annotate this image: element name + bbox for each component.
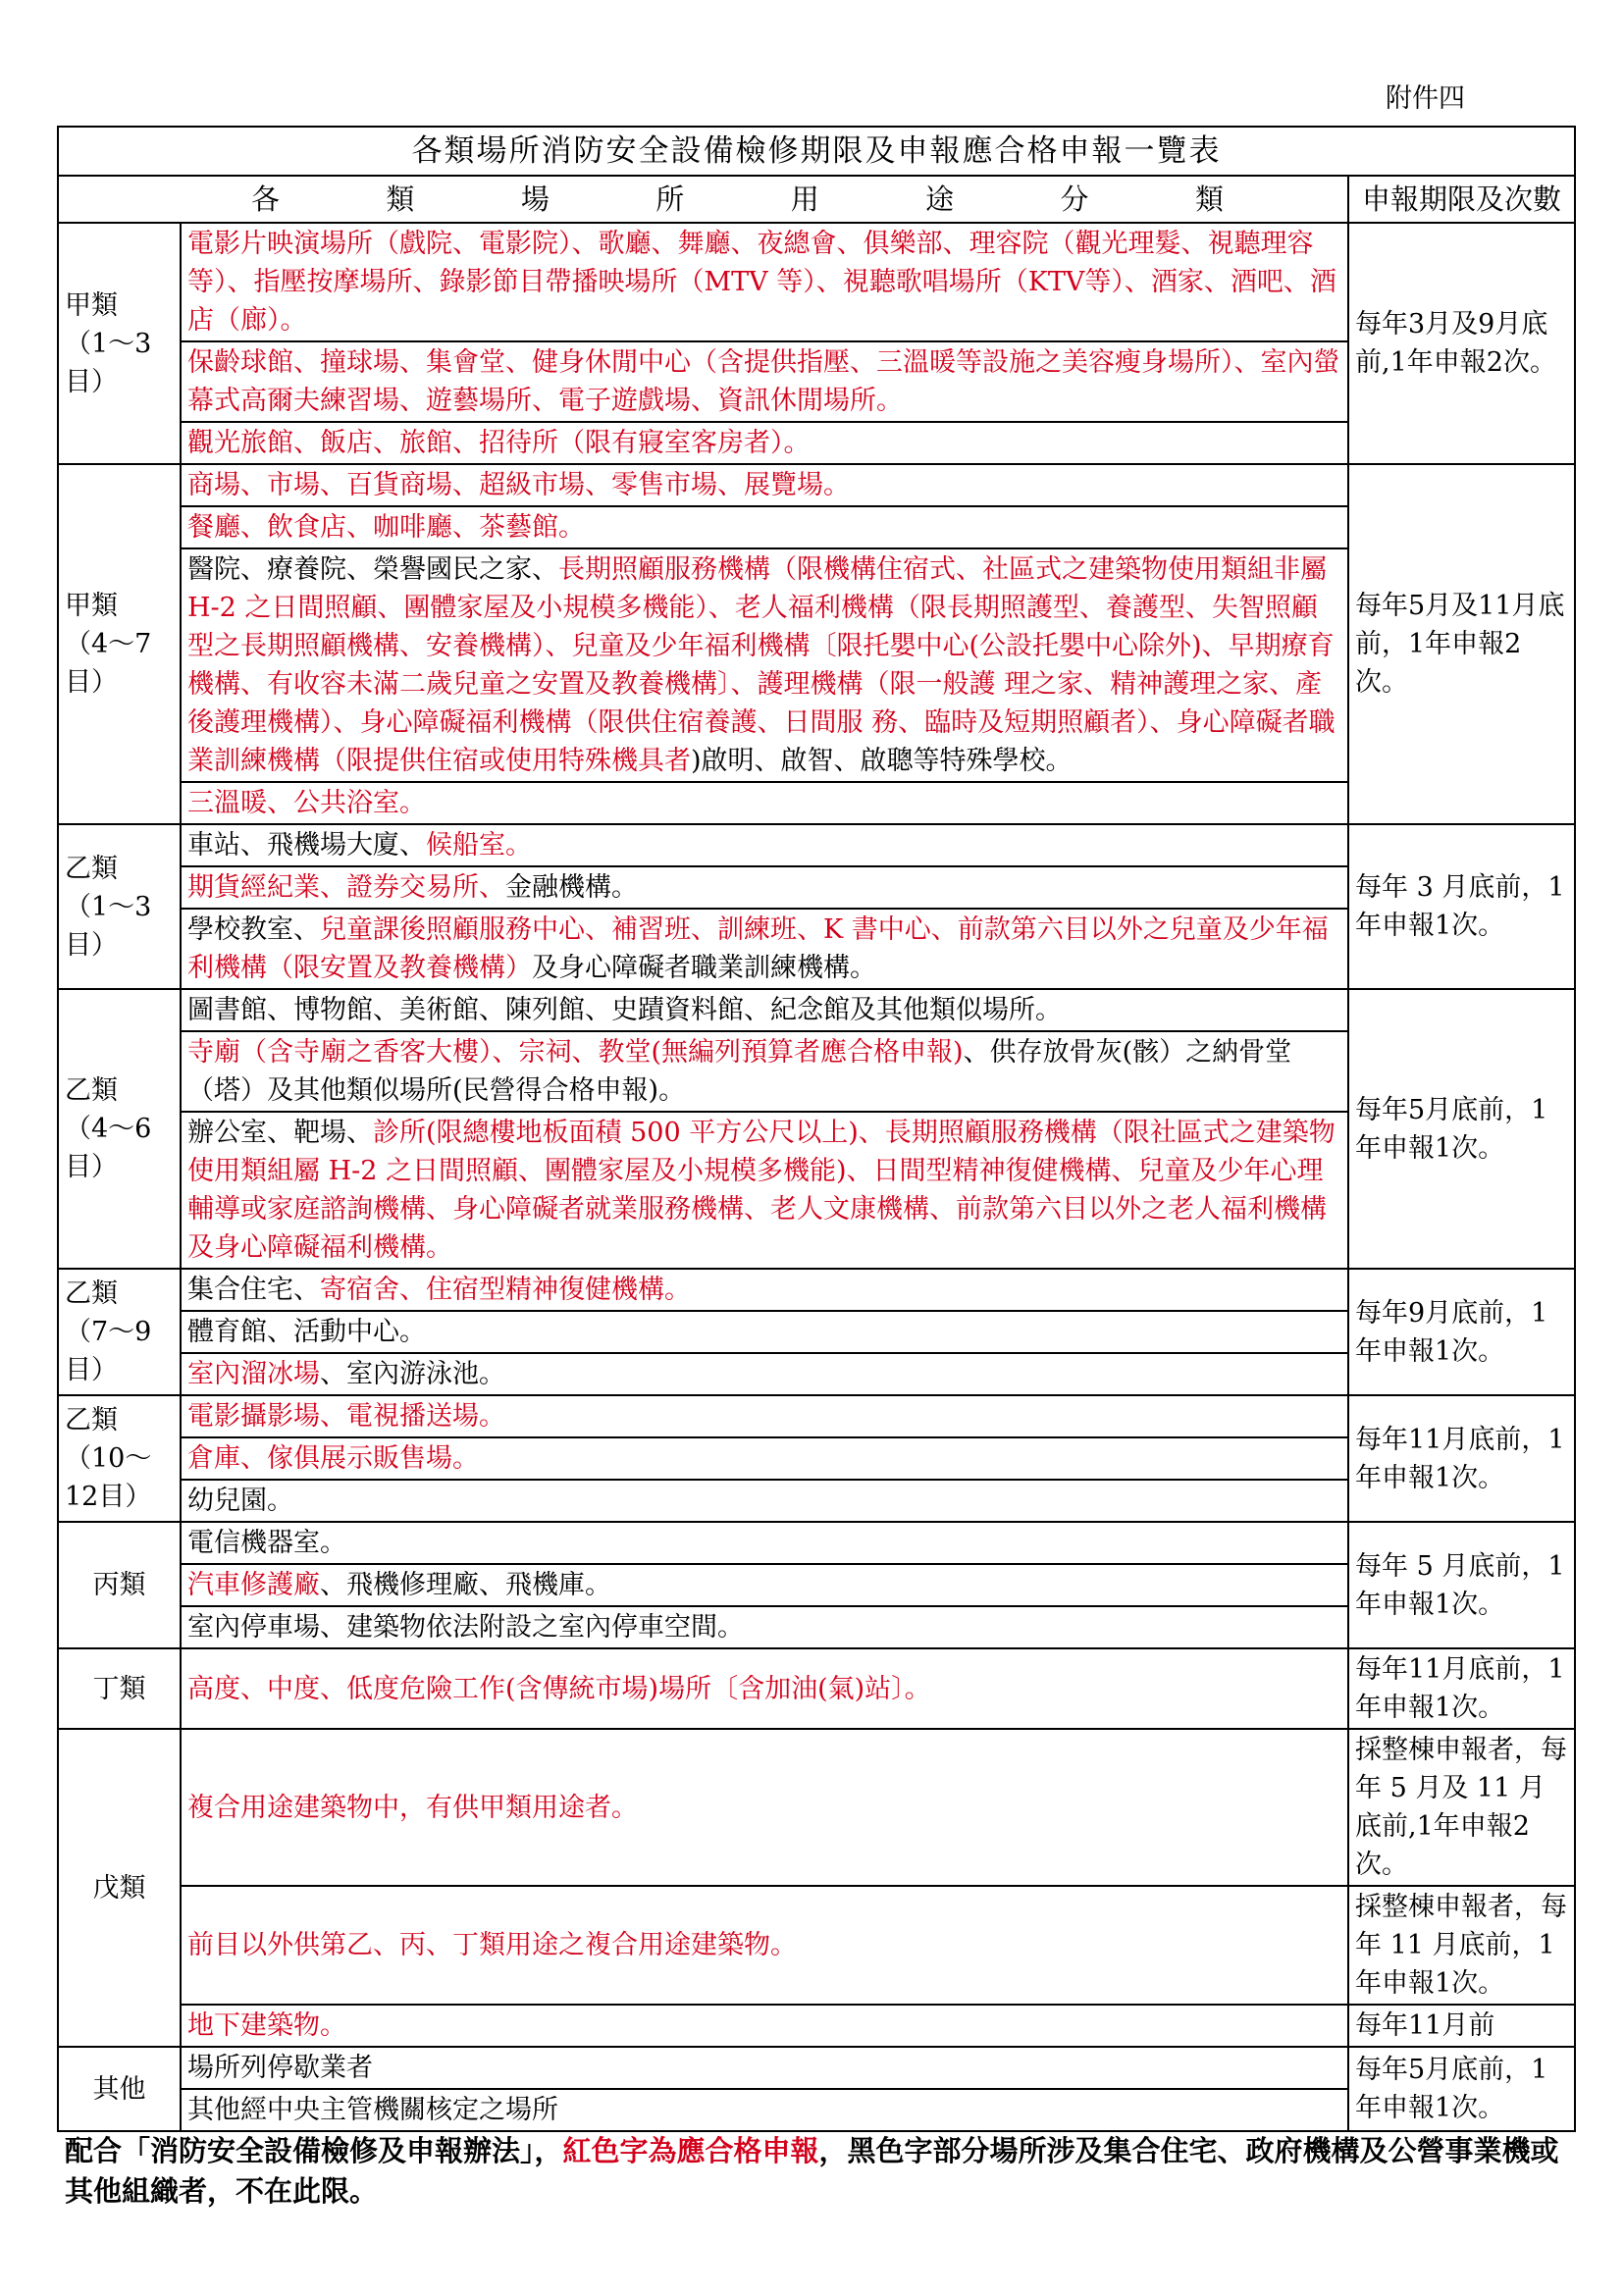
usage-cell [181,782,1348,824]
category-label-line: 12目） [65,1482,152,1512]
category-label [58,2047,181,2131]
usage-text-segment: 及身心障礙者職業訓練機構。 [532,953,876,983]
usage-cell [181,1648,1348,1729]
usage-text-segment: 電影片映演場所（戲院、電影院）、歌廳、舞廳、夜總會、俱樂部、理容院（觀光理髮、視聽理容等）、指壓按摩場所、錄影節目帶播映場所（MTV 等）、視聽歌唱場所（KTV等）、酒家、酒吧、酒店（廊）。 [187,229,1336,336]
usage-cell [181,548,1348,782]
category-header-char: 分 [1060,182,1089,216]
usage-cell [181,1311,1348,1353]
table-row [58,824,1575,866]
deadline-cell: 每年 5 月底前，1年申報1次。 [1348,1522,1575,1648]
usage-text-segment: 前目以外供第乙、丙、丁類用途之複合用途建築物。 [187,1930,797,1960]
table-row [58,548,1575,782]
usage-cell [181,506,1348,548]
usage-text-segment: 集合住宅、 [187,1275,320,1305]
usage-text-segment: 醫院、療養院、榮譽國民之家、 [187,554,558,585]
annex-label: 附件四 [1386,83,1465,114]
category-header-char: 各 [251,182,281,216]
deadline-cell: 每年 3 月底前，1年申報1次。 [1348,824,1575,989]
category-label-line: （4～7 [65,629,152,659]
category-label [58,464,181,824]
category-label [58,1522,181,1648]
category-label-line: 乙類 [65,1405,118,1435]
table-row [58,1729,1575,1886]
category-label-line: 目） [65,667,118,698]
usage-text-segment: 候船室。 [426,830,532,861]
usage-cell [181,909,1348,989]
deadline-cell: 每年11月底前，1年申報1次。 [1348,1648,1575,1729]
usage-text-segment: 、飛機修理廠、飛機庫。 [320,1570,611,1600]
table-row [58,1311,1575,1353]
category-label [58,223,181,464]
usage-text-segment: 、室內游泳池。 [320,1359,505,1389]
usage-cell [181,1729,1348,1886]
deadline-cell: 每年5月及11月底前，1年申報2次。 [1348,464,1575,824]
deadline-cell: 每年5月底前，1年申報1次。 [1348,989,1575,1269]
usage-text-segment: 室內溜冰場 [187,1359,320,1389]
category-label-line: （4～6 [65,1114,152,1144]
table-row [58,1437,1575,1480]
usage-text-segment: 餐廳、飲食店、咖啡廳、茶藝館。 [187,512,585,543]
category-header-char: 場 [520,182,550,216]
category-label [58,989,181,1269]
table-row [58,1480,1575,1522]
table-row [58,1606,1575,1648]
usage-cell [181,1031,1348,1112]
category-label-line: 乙類 [65,1075,118,1106]
table-row [58,2047,1575,2089]
usage-cell [181,1564,1348,1606]
table-row [58,1031,1575,1112]
usage-text-segment: 倉庫、傢俱展示販售場。 [187,1443,479,1474]
usage-cell [181,1395,1348,1437]
usage-cell [181,2047,1348,2089]
deadline-cell: 每年3月及9月底前,1年申報2次。 [1348,223,1575,464]
footer-part1: 配合「消防安全設備檢修及申報辦法」， [65,2134,563,2167]
table-row [58,1112,1575,1269]
footer-note [65,2131,1576,2212]
usage-text-segment: 場所列停歇業者 [187,2053,373,2083]
deadline-cell: 每年11月前 [1348,2005,1575,2047]
category-header-char: 類 [386,182,415,216]
table-row [58,1395,1575,1437]
usage-cell [181,422,1348,464]
table-row [58,909,1575,989]
usage-cell [181,1353,1348,1395]
usage-cell [181,1269,1348,1311]
table-row [58,1269,1575,1311]
usage-text-segment: 其他經中央主管機關核定之場所 [187,2095,558,2125]
deadline-cell: 每年11月底前，1年申報1次。 [1348,1395,1575,1522]
usage-text-segment: 金融機構。 [505,872,638,903]
footer-part2: 紅色字為應合格申報 [562,2134,819,2167]
category-label-line: （1～3 [65,891,152,922]
usage-cell [181,464,1348,506]
table-row [58,341,1575,422]
usage-text-segment: )啟明、啟智、啟聰等特殊學校。 [691,746,1073,776]
usage-text-segment: 兒童課後照顧服務中心、補習班、訓練班、K 書中心、前款第六目以外之兒童及少年福利機構（限安置及教養機構） [187,914,1329,983]
category-label-line: 目） [65,366,118,397]
usage-text-segment: 、供存放骨灰(骸）之納骨堂（塔）及其他類似場所(民營得合格申報)。 [187,1037,1292,1106]
deadline-cell: 採整棟申報者，每年 11 月底前，1年申報1次。 [1348,1886,1575,2005]
category-header-char: 所 [655,182,685,216]
table-title: 各類場所消防安全設備檢修期限及申報應合格申報一覽表 [58,127,1575,176]
usage-cell [181,989,1348,1031]
usage-cell [181,341,1348,422]
usage-text-segment: 汽車修護廠 [187,1570,320,1600]
deadline-cell: 每年5月底前，1年申報1次。 [1348,2047,1575,2131]
category-label-line: 目） [65,1152,118,1182]
table-row [58,1522,1575,1564]
usage-text-segment: 商場、市場、百貨商場、超級市場、零售市場、展覽場。 [187,470,850,500]
title-row [58,127,1575,176]
category-header-char: 用 [790,182,819,216]
usage-text-segment: 體育館、活動中心。 [187,1317,426,1347]
category-label-line: 乙類 [65,1278,118,1309]
deadline-cell: 採整棟申報者，每年 5 月及 11 月底前,1年申報2次。 [1348,1729,1575,1886]
usage-cell [181,1886,1348,2005]
usage-text-segment: 寄宿舍、住宿型精神復健機構。 [320,1275,691,1305]
category-label-line: 目） [65,1355,118,1385]
category-label [58,1269,181,1395]
usage-cell [181,223,1348,341]
category-label-line: （7～9 [65,1317,152,1347]
usage-cell [181,824,1348,866]
usage-cell [181,866,1348,909]
category-label-line: 目） [65,929,118,961]
usage-text-segment: 幼兒園。 [187,1486,293,1516]
usage-text-segment: 高度、中度、低度危險工作(含傳統市場)場所〔含加油(氣)站〕。 [187,1673,931,1704]
deadline-cell: 每年9月底前，1年申報1次。 [1348,1269,1575,1395]
category-label-line: 甲類 [65,591,118,621]
usage-text-segment: 電影攝影場、電視播送場。 [187,1401,505,1432]
category-label-line: （10～ [65,1443,152,1474]
usage-text-segment: 學校教室、 [187,914,320,945]
usage-cell [181,2089,1348,2131]
usage-text-segment: 電信機器室。 [187,1528,346,1558]
table-row [58,2089,1575,2131]
usage-text-segment: 室內停車場、建築物依法附設之室內停車空間。 [187,1612,744,1643]
table-row [58,506,1575,548]
usage-text-segment: 觀光旅館、飯店、旅館、招待所（限有寢室客房者）。 [187,428,811,458]
usage-text-segment: 地下建築物。 [187,2010,346,2041]
category-label-line: 戊類 [92,1872,146,1904]
usage-text-segment: 圖書館、博物館、美術館、陳列館、史蹟資料館、紀念館及其他類似場所。 [187,995,1062,1025]
table-row [58,782,1575,824]
category-column-header [58,176,1348,223]
usage-text-segment: 複合用途建築物中，有供甲類用途者。 [187,1792,638,1823]
table-row [58,989,1575,1031]
table-row [58,1886,1575,2005]
category-label [58,1395,181,1522]
usage-text-segment: 三溫暖、公共浴室。 [187,788,426,818]
category-header-char: 類 [1194,182,1224,216]
usage-text-segment: 長期照顧服務機構（限機構住宿式、社區式之建築物使用類組非屬 H-2 之日間照顧、團體家屋及小規模多機能）、老人福利機構（限長期照護型、養護型、失智照顧型之長期照顧機構、安養機構）、兒童及少年福利機構〔限托嬰中心(公設托嬰中心除外)、早期療育機構、有收容未滿二歲兒童之安置及教養機構〕、護理機構（限一般護 理之家、精神護理之家、產後護理機構）、身心障礙福利機構（限供住宿養護、日間服 務、臨時及短期照顧者）、身心障礙者職業訓練機構（限提供住宿或使用特殊機具者 [187,554,1336,776]
category-label-line: 甲類 [65,289,118,321]
category-label [58,1648,181,1729]
category-label [58,1729,181,2047]
usage-text-segment: 期貨經紀業、證券交易所、 [187,872,505,903]
table-row [58,1648,1575,1729]
table-row [58,2005,1575,2047]
category-label-line: 丁類 [92,1673,146,1704]
category-label-line: 其他 [92,2073,146,2105]
usage-text-segment: 保齡球館、撞球場、集會堂、健身休閒中心（含提供指壓、三溫暖等設施之美容瘦身場所）、室內螢幕式高爾夫練習場、遊藝場所、電子遊戲場、資訊休閒場所。 [187,347,1340,416]
table-row [58,1353,1575,1395]
table-row [58,422,1575,464]
category-label-line: （1～3 [65,328,152,359]
usage-text-segment: 診所(限總樓地板面積 500 平方公尺以上)、長期照顧服務機構（限社區式之建築物使用類組屬 H-2 之日間照顧、團體家屋及小規模多機能)、日間型精神復健機構、兒童及少年心理輔導或家庭諮詢機構、身心障礙者就業服務機構、老人文康機構、前款第六目以外之老人福利機構及身心障礙福利機構。 [187,1118,1336,1263]
usage-cell [181,1480,1348,1522]
usage-text-segment: 寺廟（含寺廟之香客大樓）、宗祠、教堂(無編列預算者應合格申報) [187,1037,964,1068]
category-label-line: 乙類 [65,853,118,884]
footer-part3: ，黑色字部分場所涉及集合住宅、政府機構及公營事業機或其他組織者，不在此限。 [65,2134,1559,2208]
usage-cell [181,1437,1348,1480]
usage-cell [181,1112,1348,1269]
category-label [58,824,181,989]
header-row [58,176,1575,223]
usage-cell [181,1522,1348,1564]
inspection-deadline-table [57,126,1576,2132]
deadline-column-header: 申報期限及次數 [1348,176,1575,223]
table-row [58,223,1575,341]
table-row [58,1564,1575,1606]
category-header-char: 途 [925,182,955,216]
table-row [58,464,1575,506]
usage-cell [181,1606,1348,1648]
usage-cell [181,2005,1348,2047]
usage-text-segment: 車站、飛機場大廈、 [187,830,426,861]
table-row [58,866,1575,909]
category-label-line: 丙類 [92,1570,146,1600]
usage-text-segment: 辦公室、靶場、 [187,1118,373,1148]
